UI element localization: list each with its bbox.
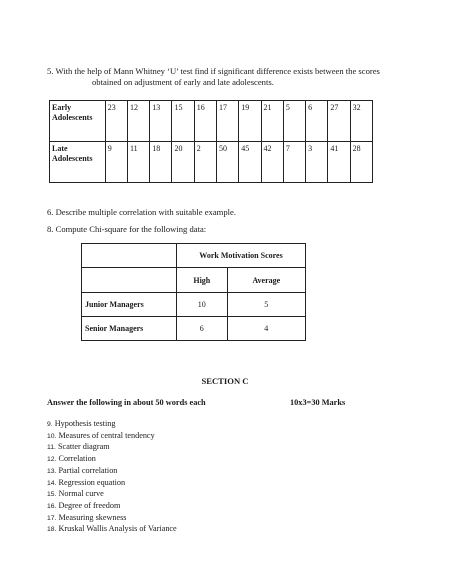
question-8-text: 8. Compute Chi-square for the following data:	[47, 224, 207, 234]
row-label-line: Early	[52, 103, 72, 112]
mann-whitney-score-cell: 11	[127, 142, 149, 183]
topic-list-item	[47, 431, 177, 443]
mann-whitney-score-cell: 21	[261, 101, 283, 142]
topic-text: Scatter diagram	[58, 442, 110, 452]
topic-text: Hypothesis testing	[54, 419, 116, 428]
topic-list-item	[47, 478, 177, 490]
mann-whitney-score-cell: 28	[350, 142, 372, 183]
mann-whitney-score-cell: 3	[306, 142, 328, 183]
chi-table-row-label: Senior Managers	[82, 317, 177, 341]
mann-whitney-score-cell: 16	[194, 101, 216, 142]
chi-square-data-table	[81, 243, 306, 341]
topic-number: 12.	[47, 456, 57, 464]
mann-whitney-score-cell: 2	[194, 142, 216, 183]
mann-whitney-data-table	[49, 100, 373, 183]
mann-whitney-score-cell: 50	[217, 142, 239, 183]
topic-number: 14.	[47, 479, 57, 487]
topic-text: Correlation	[58, 454, 96, 464]
chi-table-row	[82, 317, 306, 341]
mann-whitney-score-cell: 12	[127, 101, 149, 142]
question-6-text: 6. Describe multiple correlation with suitable example.	[47, 207, 237, 217]
chi-table-corner-cell	[82, 268, 177, 293]
topic-number: 13.	[47, 467, 57, 475]
topic-number: 10.	[47, 432, 57, 440]
question-5-text-continued: obtained on adjustment of early and late adolescents.	[92, 77, 274, 87]
topic-list-item	[47, 419, 177, 431]
topic-number: 11.	[47, 444, 56, 452]
topic-text: Measuring skewness	[58, 512, 127, 522]
topic-text: Degree of freedom	[58, 500, 121, 510]
topic-list-item	[47, 501, 177, 513]
chi-table-cell: 5	[227, 293, 305, 317]
topic-number: 16.	[47, 502, 57, 510]
question-5-text: 5. With the help of Mann Whitney ‘U’ test find if significant difference exists between the scores	[47, 66, 380, 76]
topic-list-item	[47, 454, 177, 466]
chi-table-header-row	[82, 244, 306, 268]
section-c-instruction: Answer the following in about 50 words each	[47, 398, 206, 407]
section-c-title: SECTION C	[201, 376, 249, 386]
chi-table-corner-cell	[82, 244, 177, 268]
chi-table-cell: 10	[177, 293, 228, 317]
mann-whitney-score-cell: 17	[217, 101, 239, 142]
mann-whitney-row-label	[50, 142, 106, 183]
topic-number: 15.	[47, 491, 57, 499]
topic-text: Kruskal Wallis Analysis of Variance	[58, 524, 177, 534]
chi-table-row	[82, 293, 306, 317]
chi-table-row-label: Junior Managers	[82, 293, 177, 317]
mann-whitney-row-label	[50, 101, 106, 142]
topic-text: Partial correlation	[58, 465, 118, 475]
mann-whitney-score-cell: 27	[328, 101, 350, 142]
row-label-line: Adolescents	[52, 112, 93, 122]
chi-table-column-header: High	[177, 268, 228, 293]
chi-table-cell: 6	[177, 317, 228, 341]
chi-table-group-header: Work Motivation Scores	[177, 244, 306, 268]
row-label-line: Adolescents	[52, 153, 93, 163]
mann-whitney-score-cell: 18	[150, 142, 172, 183]
topic-list-item	[47, 524, 177, 536]
mann-whitney-score-cell: 42	[261, 142, 283, 183]
mann-whitney-score-cell: 20	[172, 142, 194, 183]
mann-whitney-score-cell: 19	[239, 101, 261, 142]
chi-table-cell: 4	[227, 317, 305, 341]
mann-whitney-score-cell: 15	[172, 101, 194, 142]
topic-number: 18.	[47, 526, 57, 534]
mann-whitney-row	[50, 101, 373, 142]
chi-table-column-header: Average	[227, 268, 305, 293]
topic-text: Measures of central tendency	[58, 430, 155, 440]
mann-whitney-score-cell: 5	[283, 101, 305, 142]
mann-whitney-score-cell: 32	[350, 101, 372, 142]
topic-number: 9.	[47, 421, 53, 428]
section-c-marks: 10x3=30 Marks	[290, 398, 346, 407]
mann-whitney-score-cell: 41	[328, 142, 350, 183]
topic-list-item	[47, 489, 177, 501]
mann-whitney-score-cell: 23	[105, 101, 127, 142]
row-label-line: Late	[52, 144, 68, 153]
mann-whitney-score-cell: 6	[306, 101, 328, 142]
topic-list-item	[47, 513, 177, 525]
section-c-topic-list	[47, 419, 177, 536]
topic-text: Normal curve	[58, 489, 104, 499]
mann-whitney-score-cell: 13	[150, 101, 172, 142]
topic-list-item	[47, 442, 177, 454]
chi-table-column-row	[82, 268, 306, 293]
mann-whitney-row	[50, 142, 373, 183]
topic-number: 17.	[47, 514, 57, 522]
mann-whitney-score-cell: 9	[105, 142, 127, 183]
topic-text: Regression equation	[58, 477, 126, 487]
topic-list-item	[47, 466, 177, 478]
mann-whitney-score-cell: 7	[283, 142, 305, 183]
mann-whitney-score-cell: 45	[239, 142, 261, 183]
